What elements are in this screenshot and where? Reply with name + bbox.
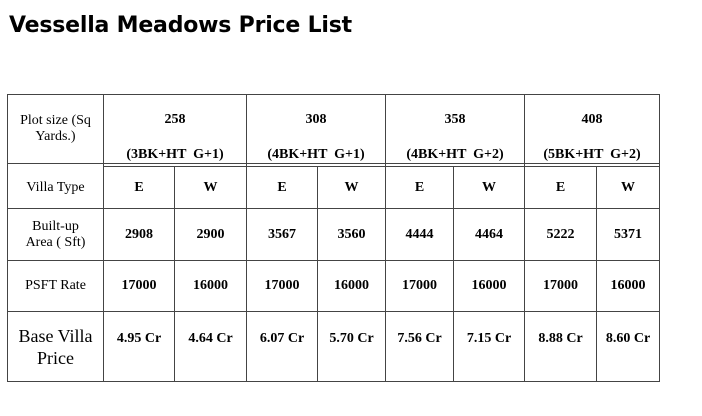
table-cell: 17000 [543,278,578,293]
plot-size-label: Plot size (Sq Yards.) [20,113,91,144]
table-cell: E [555,179,566,195]
plot-size-358: 358 [444,112,466,127]
plot-config-258: (3BK+HT G+1) [126,147,224,162]
table-cell: 4.64 Cr [188,330,233,346]
villa-type-label: Villa Type [26,179,85,195]
table-cell: 16000 [471,278,507,293]
table-cell: 5371 [614,226,642,242]
plot-config-358: (4BK+HT G+2) [406,147,504,162]
table-cell: 16000 [193,278,228,293]
table-cell: 8.60 Cr [605,330,651,346]
psft-rate-label: PSFT Rate [25,278,86,293]
base-price-label: Base Villa Price [18,325,93,368]
table-cell: 5.70 Cr [329,330,374,346]
table-cell: W [344,179,359,195]
plot-config-308: (4BK+HT G+1) [267,147,365,162]
plot-config-408: (5BK+HT G+2) [543,147,641,162]
table-cell: 7.15 Cr [466,330,512,346]
table-line [7,381,660,382]
built-up-label: Built-up Area ( Sft) [25,218,86,250]
table-cell: 3567 [268,226,296,242]
table-cell: 8.88 Cr [538,330,583,346]
table-cell: E [414,179,425,195]
table-cell: 2908 [125,226,153,242]
table-cell: W [621,179,635,195]
table-line [7,94,660,95]
plot-size-308: 308 [305,112,327,127]
table-cell: E [277,179,287,195]
table-cell: 3560 [337,226,366,242]
table-cell: 16000 [334,278,369,293]
table-cell: 4464 [475,226,503,242]
page-title: Vessella Meadows Price List [9,13,352,38]
table-cell: W [482,179,496,195]
table-cell: 17000 [121,278,157,293]
plot-size-408: 408 [581,112,603,127]
table-cell: 5222 [546,226,575,242]
table-cell: 7.56 Cr [397,330,442,346]
table-cell: 16000 [610,278,646,293]
table-cell: 2900 [196,226,225,242]
table-cell: E [134,179,144,195]
plot-size-258: 258 [164,112,186,127]
table-cell: 6.07 Cr [259,330,305,346]
table-cell: 4.95 Cr [116,330,162,346]
table-line [659,94,660,382]
table-cell: W [203,179,218,195]
table-cell: 4444 [405,226,434,242]
table-cell: 17000 [264,278,300,293]
table-cell: 17000 [402,278,437,293]
